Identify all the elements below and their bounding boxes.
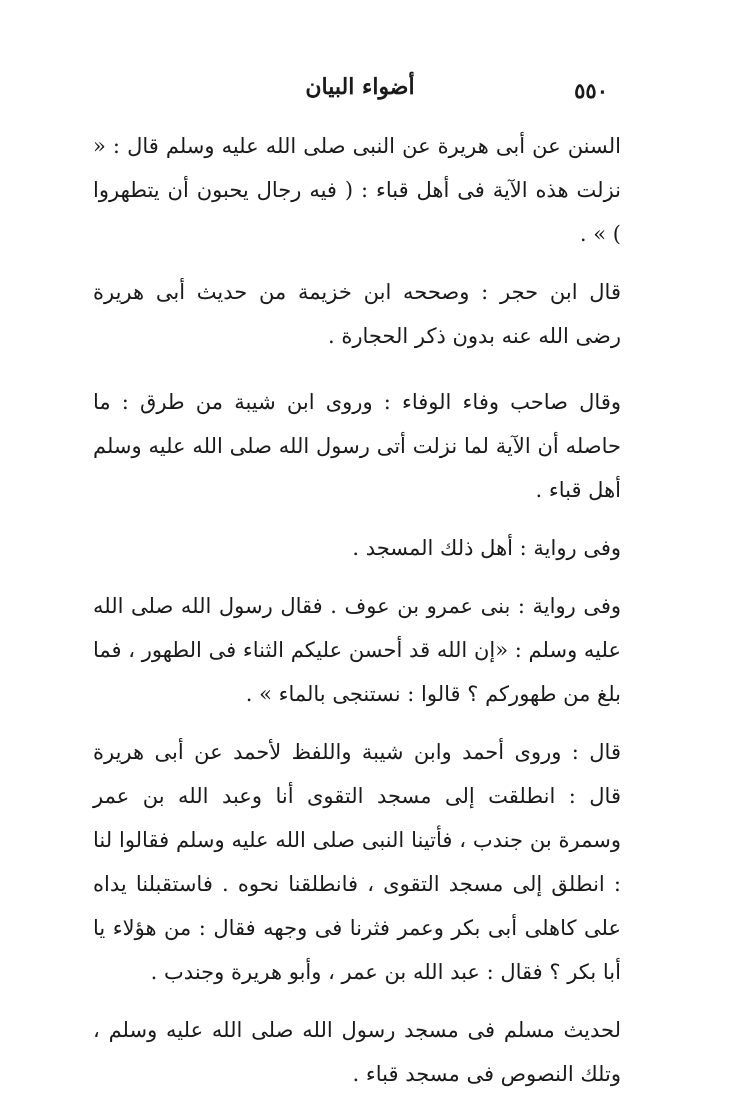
paragraph-3: وقال صاحب وفاء الوفاء : وروى ابن شيبة من طرق : ما حاصله أن الآية لما نزلت أتى رسول الله صلى الله عليه وسلم أهل قباء . [93, 390, 621, 502]
page-number: ٥٥٠ [574, 78, 608, 103]
paragraph-6: قال : وروى أحمد وابن شيبة واللفظ لأحمد عن أبى هريرة قال : انطلقت إلى مسجد التقوى أنا وعبد الله بن عمر وسمرة بن جندب ، فأتينا النبى صلى الله عليه وسلم فقالوا لنا : انطلق إلى مسجد التقوى ، فانطلقنا نحوه . فاستقبلنا يداه على كاهلى أبى بكر وعمر فثرنا فى وجهه فقال : من هؤلاء يا أبا بكر ؟ فقال : عبد الله بن عمر ، وأبو هريرة وجندب . [93, 740, 621, 984]
paragraph-2: قال ابن حجر : وصححه ابن خزيمة من حديث أبى هريرة رضى الله عنه بدون ذكر الحجارة . [93, 280, 621, 348]
paragraph-7: لحديث مسلم فى مسجد رسول الله صلى الله عليه وسلم ، وتلك النصوص فى مسجد قباء . [93, 1018, 621, 1086]
page-body [93, 124, 621, 1110]
paragraph-5: وفى رواية : بنى عمرو بن عوف . فقال رسول الله صلى الله عليه وسلم : «إن الله قد أحسن عليكم الثناء فى الطهور ، فما بلغ من طهوركم ؟ قالوا : نستنجى بالماء » . [93, 594, 621, 706]
paragraph-4: وفى رواية : أهل ذلك المسجد . [352, 536, 621, 560]
page-header [100, 70, 620, 110]
paragraph-1: السنن عن أبى هريرة عن النبى صلى الله عليه وسلم قال : « نزلت هذه الآية فى أهل قباء : ( فيه رجال يحبون أن يتطهروا ) » . [93, 134, 621, 246]
running-title: أضواء البيان [305, 74, 415, 100]
